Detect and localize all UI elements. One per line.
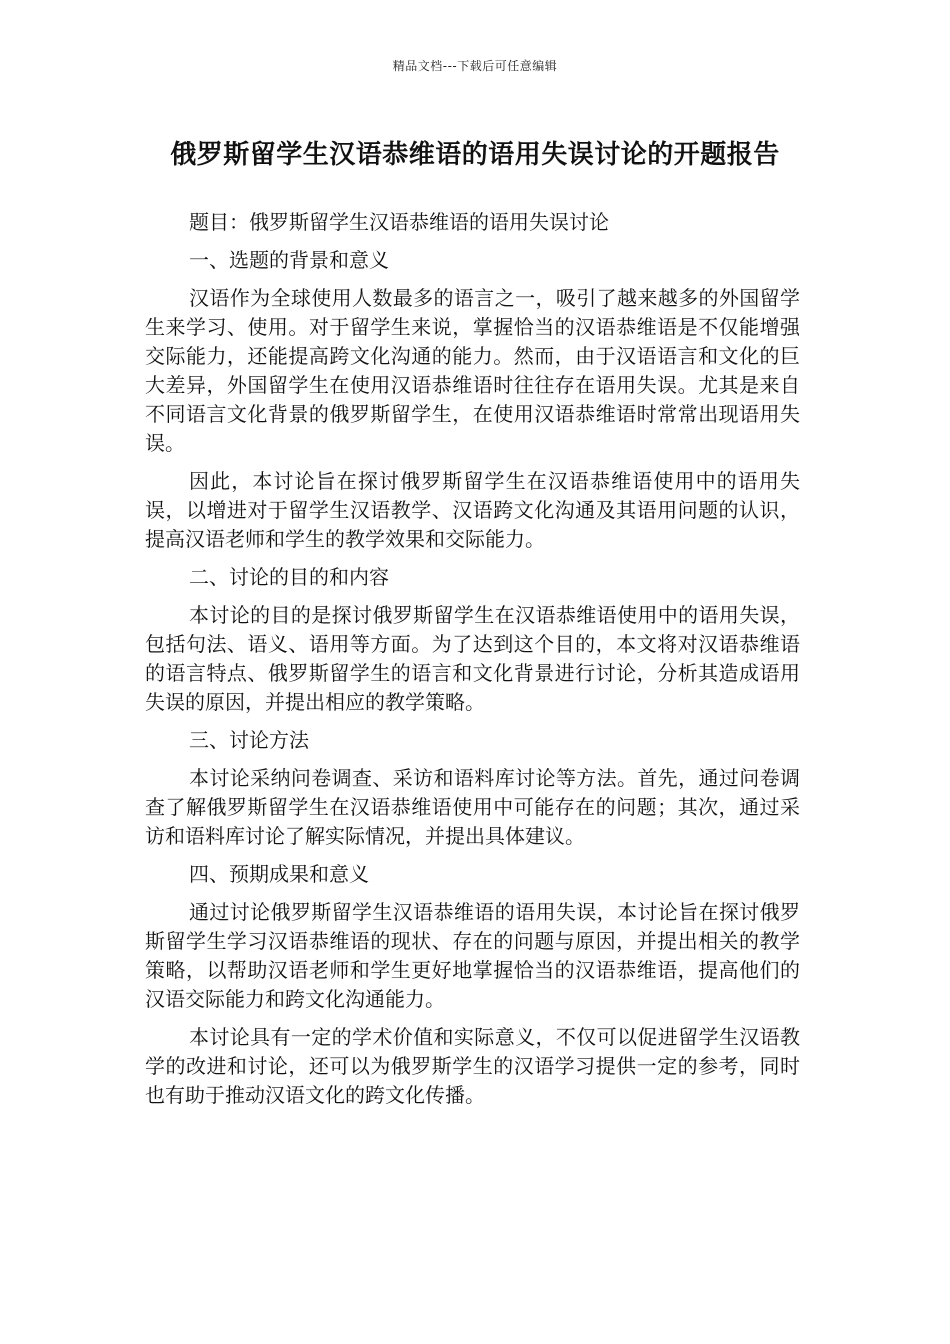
section-heading-background: 一、选题的背景和意义 xyxy=(189,248,389,272)
paragraph-background-2: 因此，本讨论旨在探讨俄罗斯留学生在汉语恭维语使用中的语用失误，以增进对于留学生汉语教学、汉语跨文化沟通及其语用问题的认识，提高汉语老师和学生的教学效果和交际能力。 xyxy=(145,469,800,551)
paragraph-outcomes-2: 本讨论具有一定的学术价值和实际意义，不仅可以促进留学生汉语教学的改进和讨论，还可以为俄罗斯学生的汉语学习提供一定的参考，同时也有助于推动汉语文化的跨文化传播。 xyxy=(145,1025,800,1107)
paragraph-purpose-1: 本讨论的目的是探讨俄罗斯留学生在汉语恭维语使用中的语用失误，包括句法、语义、语用等方面。为了达到这个目的，本文将对汉语恭维语的语言特点、俄罗斯留学生的语言和文化背景进行讨论，分析其造成语用失误的原因，并提出相应的教学策略。 xyxy=(145,603,800,714)
section-heading-outcomes: 四、预期成果和意义 xyxy=(189,862,369,886)
topic-line: 题目：俄罗斯留学生汉语恭维语的语用失误讨论 xyxy=(189,210,609,234)
section-heading-method: 三、讨论方法 xyxy=(189,728,309,752)
header-note: 精品文档---下载后可任意编辑 xyxy=(392,59,558,73)
paragraph-method-1: 本讨论采纳问卷调查、采访和语料库讨论等方法。首先，通过问卷调查了解俄罗斯留学生在汉语恭维语使用中可能存在的问题；其次，通过采访和语料库讨论了解实际情况，并提出具体建议。 xyxy=(145,766,800,848)
paragraph-outcomes-1: 通过讨论俄罗斯留学生汉语恭维语的语用失误，本讨论旨在探讨俄罗斯留学生学习汉语恭维语的现状、存在的问题与原因，并提出相关的教学策略，以帮助汉语老师和学生更好地掌握恰当的汉语恭维语，提高他们的汉语交际能力和跨文化沟通能力。 xyxy=(145,900,800,1011)
paragraph-background-1: 汉语作为全球使用人数最多的语言之一，吸引了越来越多的外国留学生来学习、使用。对于留学生来说，掌握恰当的汉语恭维语是不仅能增强交际能力，还能提高跨文化沟通的能力。然而，由于汉语语言和文化的巨大差异，外国留学生在使用汉语恭维语时往往存在语用失误。尤其是来自不同语言文化背景的俄罗斯留学生，在使用汉语恭维语时常常出现语用失误。 xyxy=(145,286,800,455)
document-body xyxy=(145,208,800,1119)
section-heading-purpose: 二、讨论的目的和内容 xyxy=(189,565,389,589)
document-title: 俄罗斯留学生汉语恭维语的语用失误讨论的开题报告 xyxy=(170,140,780,170)
